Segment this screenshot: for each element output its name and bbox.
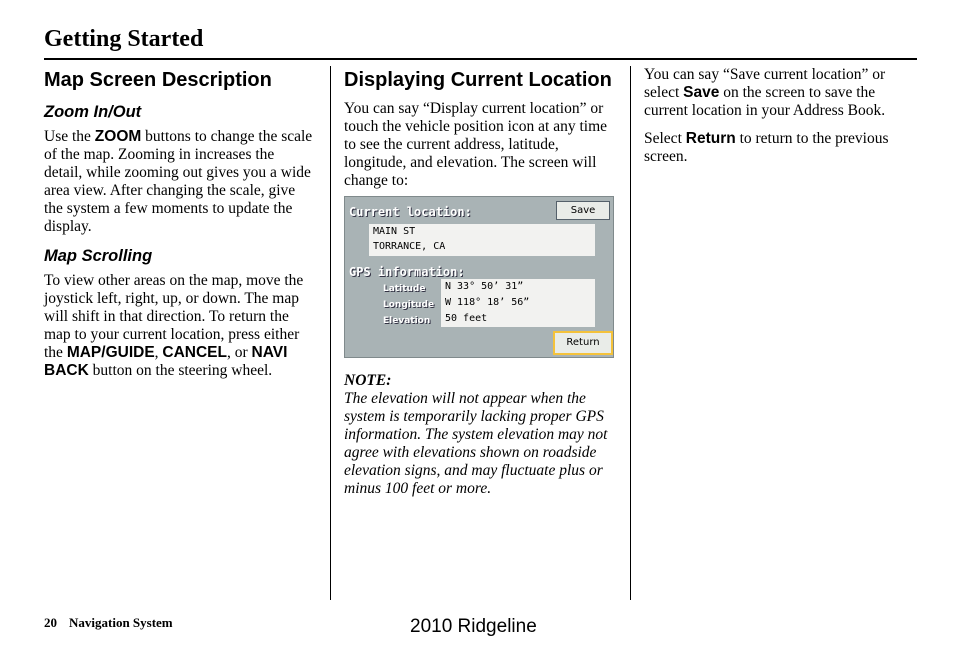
longitude-value: W 118° 18’ 56” — [445, 297, 530, 308]
gps-info-label: GPS information: — [349, 265, 465, 279]
zoom-keyword: ZOOM — [94, 128, 142, 145]
save-button[interactable]: Save — [556, 201, 610, 220]
save-keyword: Save — [683, 84, 720, 101]
return-paragraph — [644, 130, 916, 166]
address-line: TORRANCE, CA — [373, 241, 446, 252]
longitude-label: Longitude — [383, 300, 435, 310]
current-location-paragraph: You can say “Display current location” or touch the vehicle position icon at any time to see the current address, latitude, longitude, and elevation. The screen will change to: — [344, 100, 608, 189]
map-guide-keyword: MAP/GUIDE — [66, 344, 155, 361]
text: on the screen to save the current location in your Address Book. — [644, 84, 886, 119]
gps-field-labels — [383, 281, 434, 329]
note-label: NOTE: — [344, 372, 392, 389]
text: , — [154, 344, 163, 361]
address-line: MAIN ST — [373, 226, 416, 237]
address-box — [369, 224, 595, 256]
latitude-label: Latitude — [383, 284, 426, 294]
latitude-value: N 33° 50’ 31” — [445, 281, 524, 292]
elevation-value: 50 feet — [445, 313, 488, 324]
gps-values-box — [441, 279, 595, 327]
header-rule — [44, 58, 917, 60]
text: You can say “Save current location” or select — [644, 66, 886, 101]
page-number: 20 — [44, 615, 57, 630]
text: Use the — [44, 128, 95, 145]
text: Select — [644, 130, 686, 147]
column-right — [644, 66, 916, 176]
text: buttons to change the scale of the map. Zooming in increases the detail, while zooming out gives you a wide area view. After changing the scale, give the system a few moments to update the display. — [44, 128, 313, 235]
text: to return to the previous screen. — [644, 130, 889, 165]
cancel-keyword: CANCEL — [162, 344, 227, 361]
manual-title: Navigation System — [69, 615, 173, 630]
zoom-paragraph — [44, 128, 316, 236]
note-body: The elevation will not appear when the system is temporarily lacking proper GPS information. The system elevation may not agree with elevations shown on roadside elevation signs, and may fluctuate plus or minus 100 feet or more. — [344, 390, 608, 497]
section-heading-map-screen: Map Screen Description — [44, 69, 272, 91]
watermark: 2010 Ridgeline — [410, 616, 537, 637]
return-button[interactable]: Return — [553, 331, 613, 355]
return-keyword: Return — [685, 130, 736, 147]
nav-screen-image — [344, 196, 614, 358]
scroll-paragraph — [44, 272, 316, 380]
text: To view other areas on the map, move the joystick left, right, up, or down. The map will shift in that direction. To return the map to your current location, press either the — [44, 272, 304, 361]
subheading-zoom: Zoom In/Out — [44, 103, 142, 121]
column-divider — [630, 66, 631, 600]
section-heading-current-location: Displaying Current Location — [344, 69, 612, 91]
column-middle — [344, 66, 616, 498]
text: , or — [227, 344, 252, 361]
navi-back-keyword: NAVI BACK — [44, 344, 288, 379]
column-left — [44, 66, 316, 390]
page-title: Getting Started — [44, 26, 204, 52]
current-location-label: Current location: — [349, 205, 472, 219]
save-paragraph — [644, 66, 916, 120]
text: button on the steering wheel. — [88, 362, 273, 379]
column-divider — [330, 66, 331, 600]
footer — [44, 615, 173, 631]
subheading-scroll: Map Scrolling — [44, 247, 153, 265]
elevation-label: Elevation — [383, 316, 431, 326]
